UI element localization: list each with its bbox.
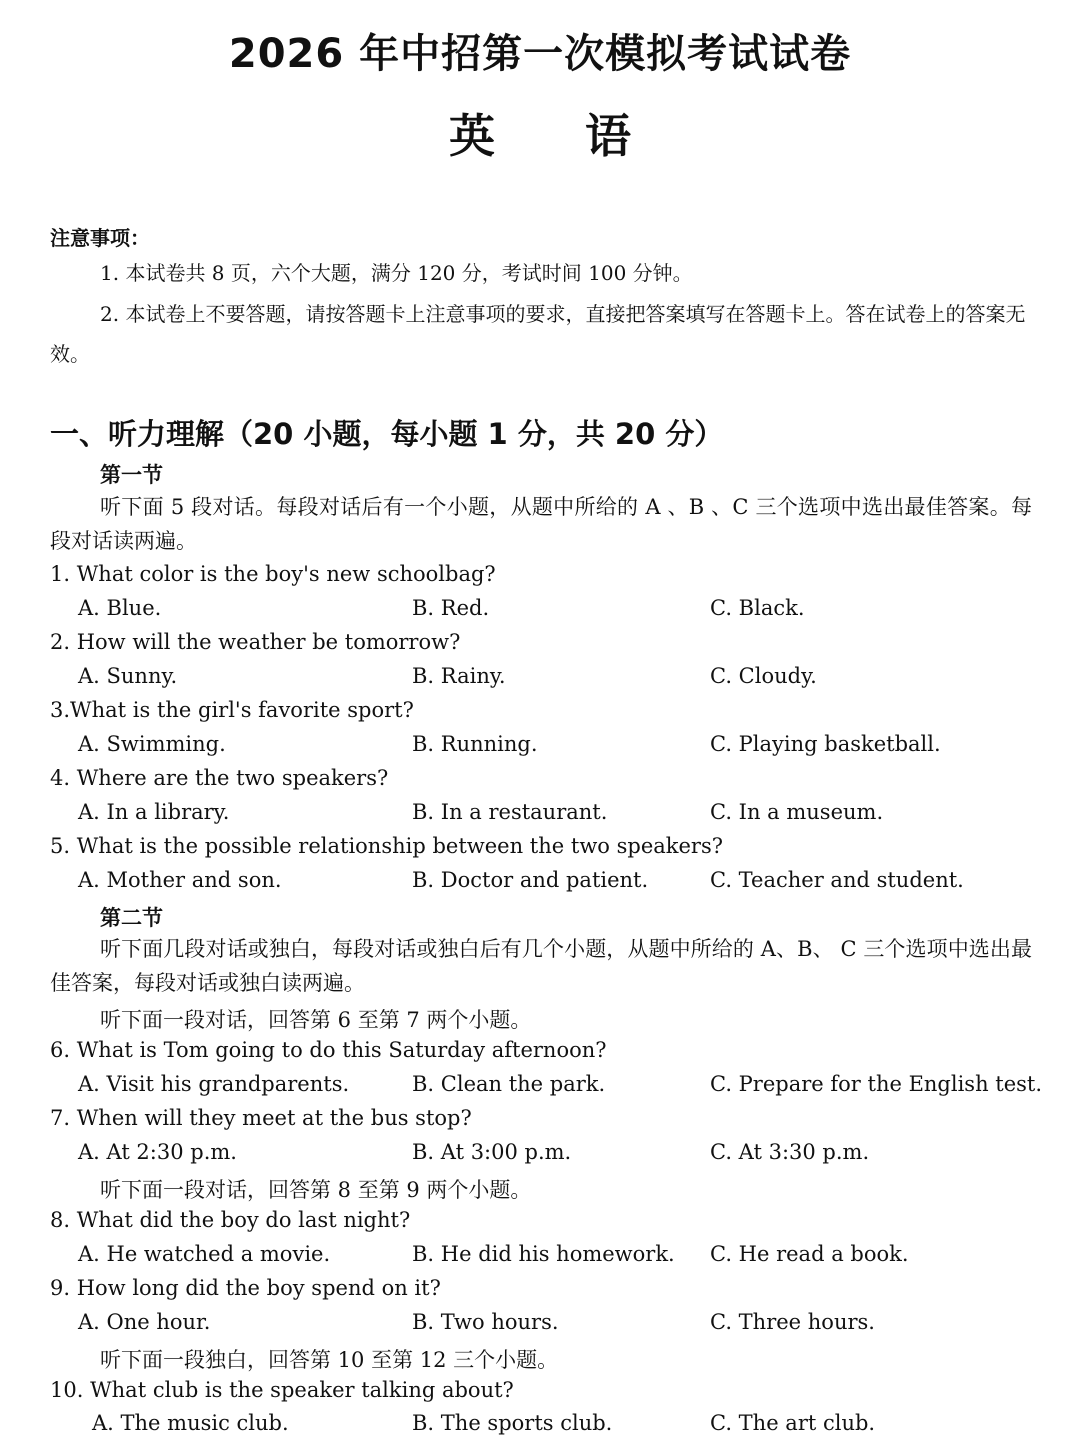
notice-heading: 注意事项： <box>50 226 150 250</box>
notice-item: 1. 本试卷共 8 页，六个大题，满分 120 分，考试时间 100 分钟。 <box>100 261 693 285</box>
question-text: 5. What is the possible relationship between the two speakers? <box>50 834 724 858</box>
option-a: A. The music club. <box>92 1411 289 1435</box>
question-text: 10. What club is the speaker talking about? <box>50 1378 514 1402</box>
subject-title: 英语 <box>449 109 721 163</box>
option-b: B. Running. <box>412 732 538 756</box>
option-a: A. In a library. <box>78 800 230 824</box>
option-c: C. Cloudy. <box>710 664 817 688</box>
option-a: A. Visit his grandparents. <box>78 1072 350 1096</box>
question-text: 6. What is Tom going to do this Saturday afternoon? <box>50 1038 607 1062</box>
question-text: 8. What did the boy do last night? <box>50 1208 411 1232</box>
option-c: C. Prepare for the English test. <box>710 1072 1043 1096</box>
sub-instruction: 听下面一段对话，回答第 8 至第 9 两个小题。 <box>100 1178 532 1202</box>
part-instruction: 听下面 5 段对话。每段对话后有一个小题，从题中所给的 A 、B 、C 三个选项中选出最佳答案。每段对话读两遍。 <box>50 495 1032 553</box>
sub-instruction: 听下面一段对话，回答第 6 至第 7 两个小题。 <box>100 1008 532 1032</box>
question-text: 7. When will they meet at the bus stop? <box>50 1106 472 1130</box>
question-text: 3.What is the girl's favorite sport? <box>50 698 414 722</box>
option-b: B. Two hours. <box>412 1310 559 1334</box>
question-text: 1. What color is the boy's new schoolbag? <box>50 562 496 586</box>
option-c: C. Three hours. <box>710 1310 875 1334</box>
option-b: B. He did his homework. <box>412 1242 675 1266</box>
option-b: B. Doctor and patient. <box>412 868 649 892</box>
question-text: 9. How long did the boy spend on it? <box>50 1276 441 1300</box>
part-heading: 第二节 <box>100 906 163 930</box>
section-heading: 一、听力理解（20 小题，每小题 1 分，共 20 分） <box>50 417 724 451</box>
option-b: B. Clean the park. <box>412 1072 606 1096</box>
option-a: A. Mother and son. <box>78 868 282 892</box>
option-a: A. Swimming. <box>78 732 226 756</box>
option-c: C. The art club. <box>710 1411 876 1435</box>
option-c: C. At 3:30 p.m. <box>710 1140 870 1164</box>
option-b: B. Red. <box>412 596 490 620</box>
question-text: 2. How will the weather be tomorrow? <box>50 630 461 654</box>
option-b: B. The sports club. <box>412 1411 613 1435</box>
option-a: A. He watched a movie. <box>78 1242 331 1266</box>
option-c: C. Playing basketball. <box>710 732 941 756</box>
option-c: C. He read a book. <box>710 1242 909 1266</box>
option-b: B. Rainy. <box>412 664 506 688</box>
option-a: A. At 2:30 p.m. <box>78 1140 237 1164</box>
option-a: A. Blue. <box>78 596 162 620</box>
option-a: A. Sunny. <box>78 664 178 688</box>
question-text: 4. Where are the two speakers? <box>50 766 389 790</box>
part-heading: 第一节 <box>100 463 163 487</box>
option-a: A. One hour. <box>78 1310 211 1334</box>
notice-item: 2. 本试卷上不要答题，请按答题卡上注意事项的要求，直接把答案填写在答题卡上。答在试卷上的答案无效。 <box>50 302 1026 366</box>
option-b: B. At 3:00 p.m. <box>412 1140 572 1164</box>
part-instruction: 听下面几段对话或独白，每段对话或独白后有几个小题，从题中所给的 A、B、 C 三个选项中选出最佳答案，每段对话或独白读两遍。 <box>50 937 1032 995</box>
option-c: C. Teacher and student. <box>710 868 964 892</box>
option-c: C. Black. <box>710 596 805 620</box>
option-b: B. In a restaurant. <box>412 800 608 824</box>
option-c: C. In a museum. <box>710 800 884 824</box>
sub-instruction: 听下面一段独白，回答第 10 至第 12 三个小题。 <box>100 1348 559 1372</box>
exam-title: 2026 年中招第一次模拟考试试卷 <box>228 31 852 77</box>
